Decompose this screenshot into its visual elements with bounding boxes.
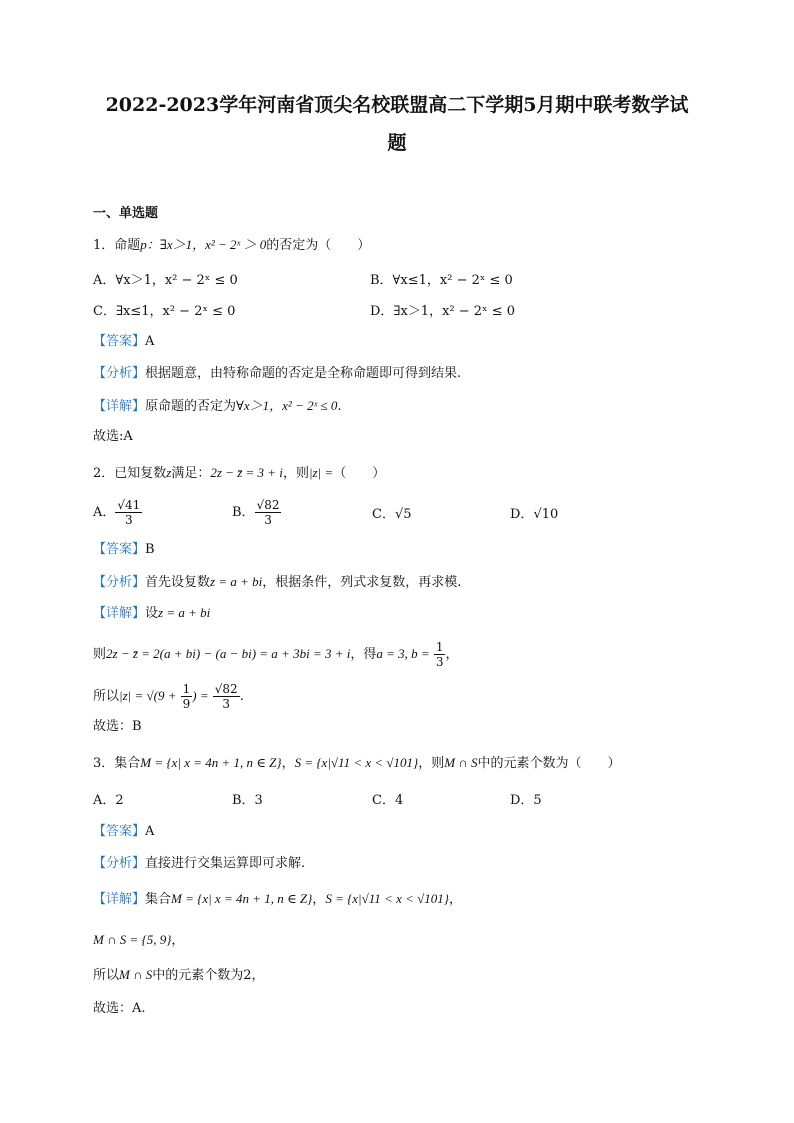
question-1-stem: [93, 236, 370, 255]
section-heading: 一、单选题: [93, 206, 159, 221]
work-text: ，得: [350, 647, 377, 662]
numerator: √41: [117, 498, 141, 512]
numerator: 1: [435, 640, 444, 654]
stem-math: S = {x|√11 < x < √101}: [294, 755, 419, 770]
q3-option-b: B．3: [232, 793, 263, 808]
denominator: 9: [182, 697, 191, 711]
q1-option-a: A．∀x＞1，x² − 2ˣ ≤ 0: [93, 273, 238, 288]
q3-analysis: [93, 855, 305, 873]
stem-text: 的否定为（ ）: [266, 238, 371, 253]
work-text: 所以: [93, 968, 120, 983]
answer-tag: 【答案】: [93, 542, 146, 557]
q2-option-c: [372, 506, 412, 524]
stem-math: |z| =: [308, 465, 334, 480]
detail-tag: 【详解】: [93, 892, 146, 907]
q3-option-d: D．5: [510, 793, 542, 808]
stem-text: 已知复数: [114, 466, 167, 481]
answer-tag: 【答案】: [93, 334, 146, 349]
q3-option-a: A．2: [93, 793, 124, 808]
analysis-tag: 【分析】: [93, 856, 146, 871]
stem-text: ，则: [282, 466, 309, 481]
answer-value: A: [145, 334, 155, 349]
option-value: √5: [394, 507, 412, 522]
q2-work-line-2: [93, 682, 244, 711]
q3-detail: [93, 890, 462, 909]
stem-text: （ ）: [333, 466, 386, 481]
work-text: ，: [445, 647, 459, 662]
stem-text: 命题: [114, 238, 141, 253]
detail-math: z = a + bi: [158, 605, 211, 620]
q1-detail: [93, 397, 342, 416]
option-label: C．: [372, 507, 395, 522]
work-text: ，: [171, 933, 185, 948]
stem-text: ，: [281, 756, 295, 771]
q2-work-line-1: [93, 640, 458, 669]
question-number: 2．: [93, 466, 115, 481]
q2-conclusion: 故选：B: [93, 719, 142, 734]
q3-conclusion: 故选：A.: [93, 1001, 146, 1016]
work-math: M ∩ S: [119, 967, 153, 982]
q1-conclusion: 故选:A: [93, 429, 133, 444]
work-math: 2z − z̄ = 2(a + bi) − (a − bi) = a + 3bi = 3 + i: [106, 646, 351, 661]
work-math: ) =: [192, 688, 209, 703]
detail-text: ，: [448, 892, 462, 907]
stem-text: 集合: [114, 756, 141, 771]
denominator: 3: [125, 513, 133, 527]
q2-analysis: [93, 573, 461, 592]
detail-tag: 【详解】: [93, 399, 146, 414]
fraction: [213, 682, 240, 711]
analysis-text: 首先设复数: [145, 575, 211, 590]
q3-answer: [93, 823, 154, 841]
detail-text: .: [337, 399, 342, 414]
q1-option-c: C．∃x≤1，x² − 2ˣ ≤ 0: [93, 304, 236, 319]
page-title-continued: 题: [387, 132, 407, 154]
q1-option-b: B．∀x≤1，x² − 2ˣ ≤ 0: [370, 273, 513, 288]
work-text: 则: [93, 647, 107, 662]
detail-tag: 【详解】: [93, 606, 146, 621]
denominator: 3: [435, 655, 444, 669]
q1-analysis: [93, 365, 461, 383]
fraction: [255, 498, 282, 527]
work-math: |z| = √(9 +: [119, 688, 177, 703]
stem-math: M ∩ S: [444, 755, 478, 770]
fraction: [434, 640, 446, 669]
q3-option-c: C．4: [372, 793, 404, 808]
page-title: 2022-2023学年河南省顶尖名校联盟高二下学期5月期中联考数学试: [105, 94, 689, 116]
analysis-math: z = a + bi: [210, 574, 263, 589]
work-text: 所以: [93, 689, 120, 704]
work-text: .: [239, 689, 244, 704]
detail-math: S = {x|√11 < x < √101}: [325, 891, 449, 906]
option-label: A．: [93, 505, 116, 520]
q1-answer: [93, 333, 154, 351]
stem-text: 满足：: [171, 466, 211, 481]
answer-value: A: [145, 824, 155, 839]
stem-text: 中的元素个数为（ ）: [477, 756, 621, 771]
q2-option-b: [232, 498, 281, 527]
analysis-text: 直接进行交集运算即可求解.: [145, 856, 306, 871]
detail-math: M = {x| x = 4n + 1, n ∈ Z}: [171, 891, 313, 906]
q3-count: [93, 966, 265, 985]
analysis-tag: 【分析】: [93, 366, 146, 381]
q2-option-a: [93, 498, 142, 527]
option-label: B．: [232, 505, 255, 520]
numerator: √82: [214, 682, 238, 696]
question-3-stem: [93, 754, 620, 773]
q2-detail: [93, 604, 210, 623]
analysis-tag: 【分析】: [93, 575, 146, 590]
q3-intersection: [93, 931, 184, 950]
work-math: M ∩ S = {5, 9}: [93, 932, 172, 947]
q2-answer: [93, 541, 155, 559]
answer-tag: 【答案】: [93, 824, 146, 839]
fraction: [181, 682, 193, 711]
question-number: 1．: [93, 238, 115, 253]
answer-value: B: [145, 542, 155, 557]
q2-option-d: [510, 506, 558, 524]
detail-text: 集合: [145, 892, 172, 907]
q1-option-d: D．∃x＞1，x² − 2ˣ ≤ 0: [370, 304, 515, 319]
stem-text: ，则: [418, 756, 445, 771]
work-math: a = 3, b =: [376, 646, 430, 661]
detail-text: 原命题的否定为: [145, 399, 237, 414]
question-2-stem: [93, 464, 385, 483]
option-label: D．: [510, 507, 534, 522]
stem-math: p：∃x＞1，x² − 2ˣ ＞ 0: [140, 237, 267, 252]
detail-text: ，: [312, 892, 326, 907]
denominator: 3: [222, 697, 231, 711]
denominator: 3: [264, 513, 272, 527]
analysis-text: ，根据条件，列式求复数，再求模.: [262, 575, 462, 590]
numerator: 1: [182, 682, 191, 696]
option-value: √10: [533, 507, 559, 522]
stem-math: 2z − z̄ = 3 + i: [210, 465, 283, 480]
analysis-text: 根据题意，由特称命题的否定是全称命题即可得到结果.: [145, 366, 462, 381]
stem-math: z: [166, 465, 172, 480]
stem-math: M = {x| x = 4n + 1, n ∈ Z}: [140, 755, 282, 770]
detail-text: 设: [145, 606, 159, 621]
fraction: [115, 498, 142, 527]
work-text: 中的元素个数为2，: [152, 968, 265, 983]
question-number: 3．: [93, 756, 115, 771]
detail-math: ∀x＞1，x² − 2ˣ ≤ 0: [236, 398, 338, 413]
numerator: √82: [256, 498, 280, 512]
